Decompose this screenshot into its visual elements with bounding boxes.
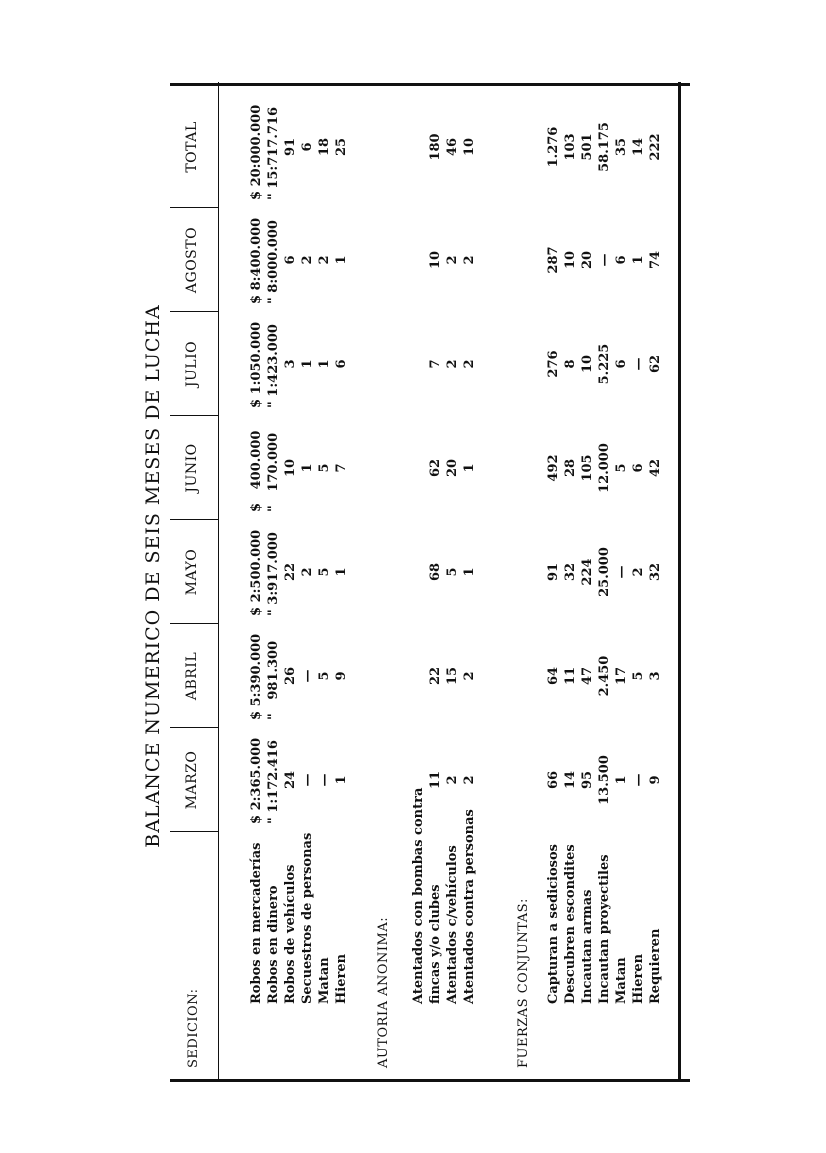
table-cell: — (631, 773, 646, 787)
table-cell: 2 (445, 255, 460, 265)
row-label: Robos en dinero (266, 885, 281, 1004)
table-cell: $ 20:000.000 (249, 104, 264, 200)
row-label: Incautan armas (580, 889, 595, 1004)
table-cell: 66 (546, 770, 561, 790)
table-cell: 1 (631, 255, 646, 265)
table-cell: 14 (563, 770, 578, 790)
page-title: BALANCE NUMERICO DE SEIS MESES DE LUCHA (142, 304, 164, 848)
row-label: Incautan proyectiles (597, 854, 612, 1004)
section-heading-sedicion: SEDICION: (186, 988, 201, 1068)
table-cell: 42 (648, 458, 663, 478)
table-cell: 15 (445, 666, 460, 686)
table-cell: 10 (580, 354, 595, 374)
statistics-table (170, 82, 690, 1082)
table-cell: 3 (283, 359, 298, 369)
row-label: Atentados contra personas (462, 809, 477, 1004)
table-cell: — (597, 253, 612, 267)
table-cell: 25.000 (597, 547, 612, 597)
table-cell: 22 (428, 666, 443, 686)
column-header-junio: JUNIO (184, 443, 200, 493)
column-header-abril: ABRIL (184, 651, 200, 701)
table-left-border (170, 1079, 690, 1082)
table-cell: 7 (428, 359, 443, 369)
table-cell: 2 (631, 567, 646, 577)
table-cell: 14 (631, 137, 646, 157)
table-cell: 287 (546, 246, 561, 274)
table-cell: 2 (317, 255, 332, 265)
table-cell: 1 (334, 255, 349, 265)
table-cell: 2 (445, 359, 460, 369)
table-cell: 105 (580, 454, 595, 482)
table-cell: 222 (648, 133, 663, 161)
table-cell: 1 (317, 359, 332, 369)
table-cell: 58.175 (597, 122, 612, 172)
table-cell: 91 (283, 137, 298, 157)
table-cell: 276 (546, 350, 561, 378)
table-cell: 6 (283, 255, 298, 265)
table-cell: — (631, 357, 646, 371)
table-cell: 5 (317, 567, 332, 577)
column-header-mayo: MAYO (184, 548, 200, 596)
table-cell: 26 (283, 666, 298, 686)
section-heading-fuerzas-conjuntas: FUERZAS CONJUNTAS: (516, 898, 531, 1068)
table-cell: 17 (614, 666, 629, 686)
table-cell: 6 (334, 359, 349, 369)
table-cell: 64 (546, 666, 561, 686)
row-label: Atentados con bombas contra (411, 787, 426, 1004)
row-label: Robos de vehículos (283, 864, 298, 1004)
table-cell: 46 (445, 137, 460, 157)
table-cell: 5 (631, 671, 646, 681)
table-cell: 20 (445, 458, 460, 478)
row-label: Requieren (648, 928, 663, 1004)
table-cell: 9 (334, 671, 349, 681)
row-label: Matan (317, 957, 332, 1004)
table-cell: 20 (580, 250, 595, 270)
table-cell: 1 (614, 775, 629, 785)
table-cell: 47 (580, 666, 595, 686)
table-cell: — (300, 773, 315, 787)
table-cell: " 1:423.000 (266, 324, 281, 408)
table-cell: 7 (334, 463, 349, 473)
table-cell: 10 (462, 137, 477, 157)
table-cell: 5 (317, 463, 332, 473)
table-cell: 180 (428, 133, 443, 161)
table-cell: 2 (462, 775, 477, 785)
column-header-julio: JULIO (184, 340, 200, 388)
table-cell: 95 (580, 770, 595, 790)
table-cell: 22 (283, 562, 298, 582)
table-cell: 2 (462, 255, 477, 265)
header-rule (218, 82, 219, 1082)
table-cell: $ 400.000 (249, 430, 264, 512)
table-cell: 6 (614, 255, 629, 265)
table-cell: 6 (631, 463, 646, 473)
table-cell: 24 (283, 770, 298, 790)
table-cell: 2 (445, 775, 460, 785)
table-cell: 13.500 (597, 755, 612, 805)
row-label: Descubren escondites (563, 844, 578, 1004)
table-cell: $ 2:500.000 (249, 529, 264, 616)
table-cell: 501 (580, 133, 595, 161)
row-label: Hieren (334, 953, 349, 1004)
table-cell: 10 (563, 250, 578, 270)
column-header-total: TOTAL (184, 121, 200, 173)
table-cell: — (614, 565, 629, 579)
table-cell: $ 2:365.000 (249, 737, 264, 824)
table-cell: 492 (546, 454, 561, 482)
table-cell: 5 (614, 463, 629, 473)
table-cell: 35 (614, 137, 629, 157)
table-cell: 11 (563, 666, 578, 686)
table-cell: $ 1:050.000 (249, 321, 264, 408)
table-cell: 32 (648, 562, 663, 582)
table-cell: 1 (334, 567, 349, 577)
row-label: Matan (614, 957, 629, 1004)
table-cell: " 8:000.000 (266, 220, 281, 304)
table-cell: $ 5:390.000 (249, 633, 264, 720)
table-cell: — (300, 669, 315, 683)
table-cell: 1 (462, 567, 477, 577)
table-cell: 10 (428, 250, 443, 270)
row-label: Capturan a sediciosos (546, 844, 561, 1004)
table-cell: 2 (462, 359, 477, 369)
table-cell: 5 (445, 567, 460, 577)
section-heading-autoria-anonima: AUTORIA ANONIMA: (376, 916, 391, 1068)
row-label: Secuestros de personas (300, 832, 315, 1004)
table-cell: 1 (462, 463, 477, 473)
table-cell: " 1:172.416 (266, 740, 281, 824)
table-cell: 6 (300, 142, 315, 152)
row-label: Robos en mercaderías (249, 842, 264, 1004)
table-cell: 224 (580, 558, 595, 586)
table-bottom-rule (678, 82, 681, 1082)
table-cell: 8 (563, 359, 578, 369)
table-cell: " 981.300 (266, 640, 281, 720)
row-label: Hieren (631, 953, 646, 1004)
table-cell: 6 (614, 359, 629, 369)
row-label: fincas y/o clubes (428, 884, 443, 1004)
table-cell: 1 (300, 359, 315, 369)
table-cell: 74 (648, 250, 663, 270)
table-cell: 2 (300, 567, 315, 577)
table-cell: 2 (462, 671, 477, 681)
table-cell: 9 (648, 775, 663, 785)
column-header-marzo: MARZO (184, 750, 200, 810)
table-cell: 1 (334, 775, 349, 785)
column-header-agosto: AGOSTO (184, 226, 200, 294)
table-cell: 10 (283, 458, 298, 478)
table-cell: 5 (317, 671, 332, 681)
table-cell: 2.450 (597, 655, 612, 697)
table-cell: 11 (428, 770, 443, 790)
table-cell: 3 (648, 671, 663, 681)
row-label: Atentados c/vehículos (445, 845, 460, 1004)
table-cell: $ 8:400.000 (249, 217, 264, 304)
table-cell: 68 (428, 562, 443, 582)
table-cell: 12.000 (597, 443, 612, 493)
table-cell: 62 (648, 354, 663, 374)
table-cell: 91 (546, 562, 561, 582)
table-cell: — (317, 773, 332, 787)
table-cell: 25 (334, 137, 349, 157)
table-cell: 1.276 (546, 126, 561, 168)
table-cell: 5.225 (597, 343, 612, 385)
table-cell: " 15:717.716 (266, 107, 281, 200)
table-cell: 1 (300, 463, 315, 473)
table-cell: 28 (563, 458, 578, 478)
table-cell: 103 (563, 133, 578, 161)
table-cell: 18 (317, 137, 332, 157)
table-cell: 62 (428, 458, 443, 478)
table-cell: 32 (563, 562, 578, 582)
table-cell: " 3:917.000 (266, 532, 281, 616)
table-cell: " 170.000 (266, 432, 281, 512)
table-cell: 2 (300, 255, 315, 265)
